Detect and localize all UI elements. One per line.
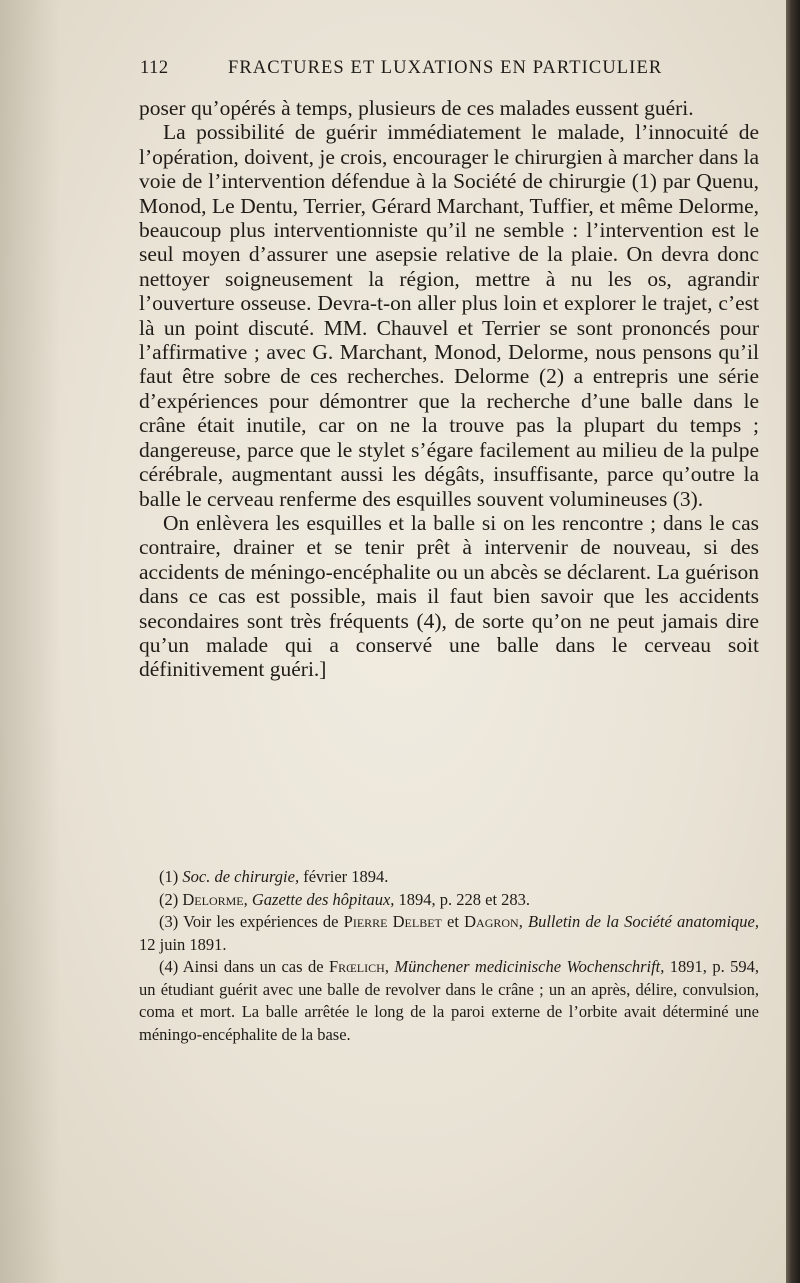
footnote-4 xyxy=(139,956,759,1046)
footnote-1-date: février 1894. xyxy=(299,867,389,886)
page-number: 112 xyxy=(140,58,169,78)
footnote-3-author-1: Pierre Delbet xyxy=(343,912,442,931)
page-header xyxy=(140,58,758,84)
running-title: FRACTURES ET LUXATIONS EN PARTICULIER xyxy=(228,58,663,78)
footnote-4-intro: (4) Ainsi dans un cas de xyxy=(159,957,329,976)
paragraph-2: La possibilité de guérir immédiatement le malade, l’innocuité de l’opération, doivent, je crois, encourager le chirurgien à marcher dans la voie de l’intervention défendue à la Société de chirurgie (1) par Quenu, Monod, Le Dentu, Terrier, Gérard Marchant, Tuffier, et même Delorme, beaucoup plus interventionniste qu’il ne semble : l’intervention est le seul moyen d’assurer une asepsie relative de la plaie. On devra donc nettoyer soigneusement la région, mettre à nu les os, agrandir l’ouverture osseuse. Devra-t-on aller plus loin et explorer le trajet, c’est là un point discuté. MM. Chauvel et Terrier se sont prononcés pour l’affirmative ; avec G. Marchant, Monod, Delorme, nous pensons qu’il faut être sobre de ces recherches. Delorme (2) a entrepris une série d’expériences pour démontrer que la recherche d’une balle dans le crâne était inutile, car on ne la trouve pas la plupart du temps ; dangereuse, parce que le stylet s’égare facilement au milieu de la pulpe cérébrale, augmentant aussi les dégâts, insuffisante, parce qu’outre la balle le cerveau renferme des esquilles souvent volumineuses (3). xyxy=(139,120,759,511)
footnote-2 xyxy=(139,889,759,912)
footnote-2-journal: Gazette des hôpitaux, xyxy=(251,889,395,909)
page-shadow-left xyxy=(0,0,60,1283)
paragraph-3: On enlèvera les esquilles et la balle si on les rencontre ; dans le cas contraire, drainer et se tenir prêt à intervenir de nouveau, si des accidents de méningo-encéphalite ou un abcès se déclarent. La guérison dans ce cas est possible, mais il faut bien savoir que les accidents secondaires sont très fréquents (4), de sorte qu’on ne peut jamais dire qu’un malade qui a conservé une balle dans le cerveau soit définitivement guéri.] xyxy=(139,510,759,682)
footnote-3-journal: Bulletin de la Société anatomique, xyxy=(528,912,759,931)
page-edge-right xyxy=(786,0,800,1283)
footnote-3-conjunction: et xyxy=(441,912,465,931)
footnote-2-author: Delorme xyxy=(182,889,244,909)
footnote-4-journal: Münchener medicinische Wochenschrift, xyxy=(394,957,665,976)
footnote-3 xyxy=(139,911,759,956)
footnotes xyxy=(139,866,759,1046)
footnote-4-separator: , xyxy=(384,957,395,976)
paragraph-1: poser qu’opérés à temps, plusieurs de ces malades eussent guéri. xyxy=(139,96,694,120)
footnote-2-separator: , xyxy=(243,889,252,909)
footnote-1-reference: Soc. de chirurgie, xyxy=(182,867,300,886)
footnote-3-separator: , xyxy=(518,912,529,931)
footnote-3-author-2: Dagron xyxy=(464,912,519,931)
footnote-4-author: Frœlich xyxy=(328,957,385,976)
footnote-2-number: (2) xyxy=(159,889,183,909)
footnote-4-text: 1891, p. 594, un étudiant guérit avec une balle de revolver dans le crâne ; un an après, délire, convulsion, coma et mort. La balle arrêtée le long de la paroi externe de l’orbite avait déterminé une méningo-encéphalite de la base. xyxy=(139,957,760,1044)
main-text xyxy=(139,96,759,682)
footnote-3-date: 12 juin 1891. xyxy=(139,934,227,954)
footnote-3-intro: (3) Voir les expériences de xyxy=(159,912,344,931)
footnote-1-number: (1) xyxy=(159,867,183,886)
footnote-2-pages: 1894, p. 228 et 283. xyxy=(394,889,531,909)
footnote-1 xyxy=(139,866,759,889)
